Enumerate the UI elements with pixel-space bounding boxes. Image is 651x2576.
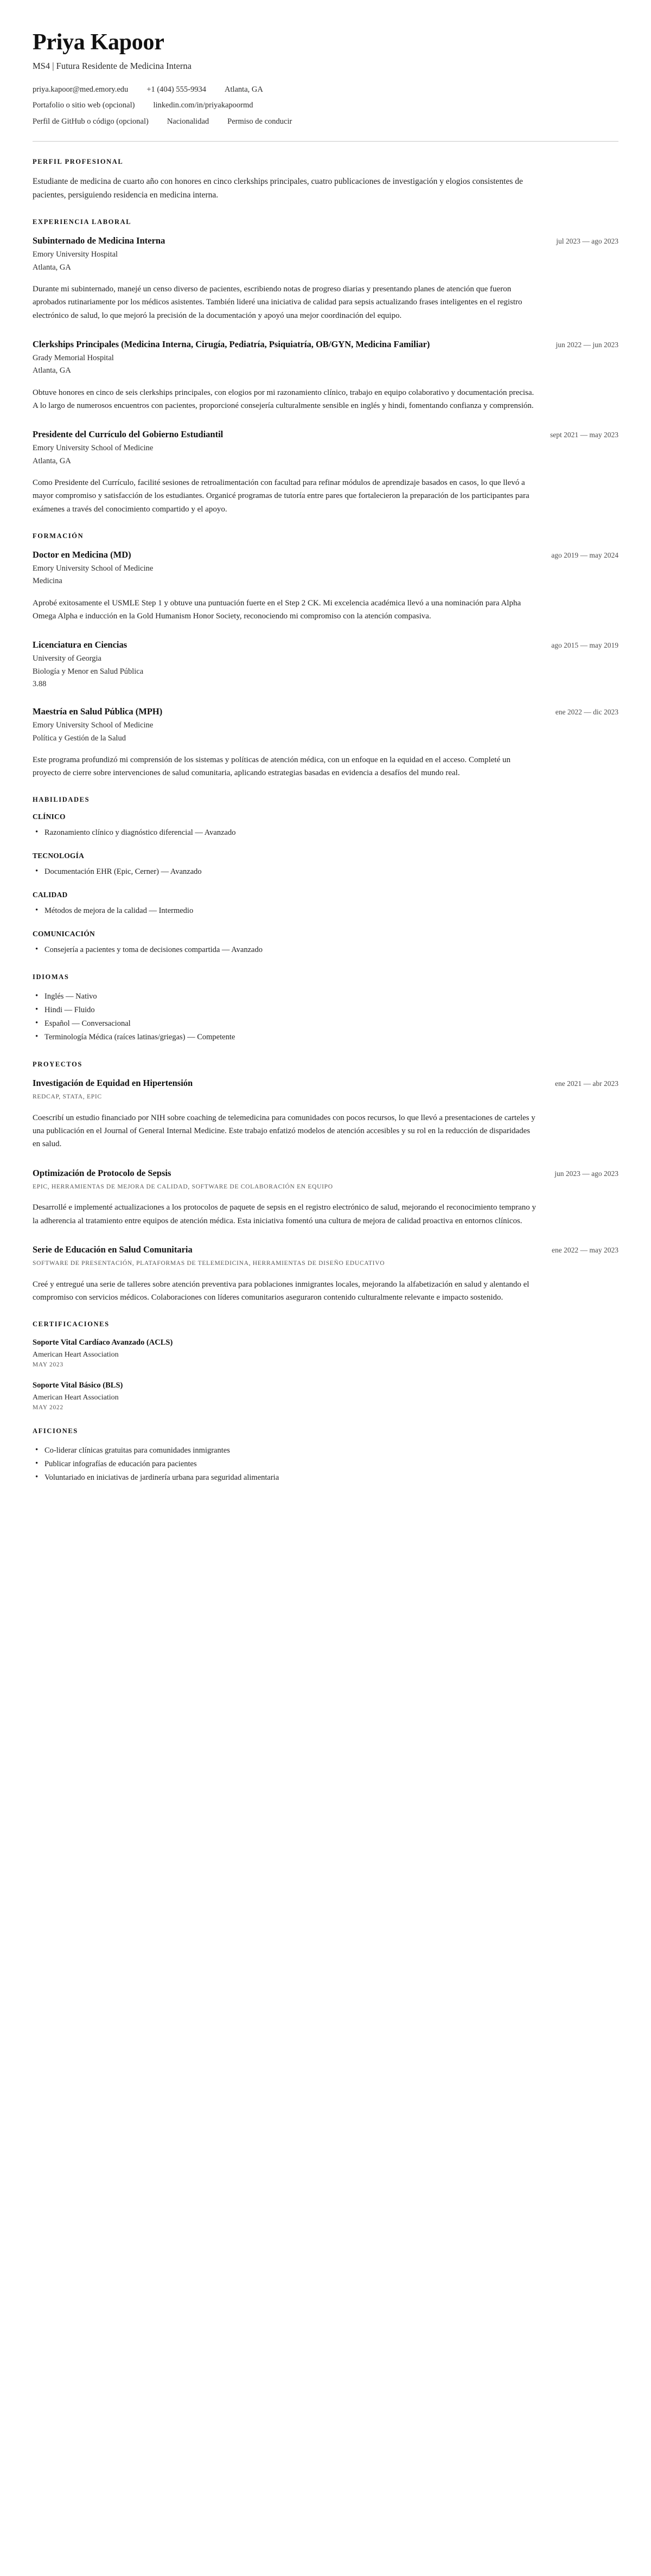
degree-date-range: ago 2019 — may 2024	[551, 551, 618, 559]
job-date-range: jun 2022 — jun 2023	[556, 340, 618, 349]
entry-header	[33, 338, 618, 350]
project-title: Investigación de Equidad en Hipertensión	[33, 1077, 193, 1088]
skill-group	[33, 852, 618, 879]
contact-row	[33, 85, 618, 95]
certification-name: Soporte Vital Básico (BLS)	[33, 1381, 123, 1390]
hobby-item: • Publicar infografías de educación para pacientes	[33, 1458, 618, 1471]
field-of-study: Política y Gestión de la Salud	[33, 733, 126, 743]
degree-title: Doctor en Medicina (MD)	[33, 549, 131, 560]
section-title-projects: PROYECTOS	[33, 1060, 82, 1068]
contact-item[interactable]: Atlanta, GA	[224, 85, 263, 94]
project-entry	[33, 1244, 618, 1304]
job-description: Obtuve honores en cinco de seis clerkships principales, con elogios por mi razonamiento clínico, trabajo en equipo colaborativo y documentación precisa. A lo largo de numerosos encuentros con pacientes, proporcioné consejería culturalmente sensible en inglés y hindi, fomentando confianza y comprensión.	[33, 388, 534, 410]
employer-name: Emory University Hospital	[33, 250, 118, 259]
candidate-headline: MS4 | Futura Residente de Medicina Interna	[33, 61, 192, 72]
education-description: Este programa profundizó mi comprensión de los sistemas y políticas de atención médica, con un enfoque en la equidad en el acceso. Completé un proyecto de cierre sobre intervenciones de salud comunitaria, aplicando estrategias basadas en evidencia a desafíos del mundo real.	[33, 755, 510, 778]
field-of-study: Biología y Menor en Salud Pública	[33, 667, 144, 676]
project-tools: EPIC, HERRAMIENTAS DE MEJORA DE CALIDAD, SOFTWARE DE COLABORACIÓN EN EQUIPO	[33, 1183, 333, 1190]
section-projects	[33, 1060, 618, 1304]
skills-list	[33, 813, 618, 957]
section-title-experience: EXPERIENCIA LABORAL	[33, 218, 132, 226]
school-name: Emory University School of Medicine	[33, 564, 154, 573]
degree-date-range: ago 2015 — may 2019	[551, 641, 618, 650]
header-divider	[33, 141, 618, 142]
skill-item: • Razonamiento clínico y diagnóstico diferencial — Avanzado	[33, 826, 618, 840]
project-description: Desarrollé e implementé actualizaciones a los protocolos de paquete de sepsis en el registro electrónico de salud, mejorando el reconocimiento temprano y la adherencia al tratamiento entre equipos de atención médica. Esta iniciativa fomentó una cultura de mejora de calidad proactiva en entornos clínicos.	[33, 1203, 536, 1225]
contact-row	[33, 117, 618, 127]
skill-item: • Documentación EHR (Epic, Cerner) — Avanzado	[33, 865, 618, 879]
candidate-name: Priya Kapoor	[33, 30, 164, 55]
job-title: Presidente del Currículo del Gobierno Estudiantil	[33, 429, 224, 440]
section-title-hobbies: AFICIONES	[33, 1427, 78, 1435]
education-list	[33, 549, 618, 780]
section-languages	[33, 973, 618, 1044]
entry-header	[33, 706, 618, 718]
resume-header	[33, 30, 618, 127]
section-hobbies	[33, 1427, 618, 1485]
project-date-range: jun 2023 — ago 2023	[554, 1169, 618, 1178]
field-of-study: Medicina	[33, 577, 62, 586]
school-name: Emory University School of Medicine	[33, 721, 154, 730]
gpa-value: 3.88	[33, 679, 47, 688]
skill-item-list	[33, 865, 618, 879]
entry-header	[33, 429, 618, 440]
skill-item-list	[33, 826, 618, 840]
entry-header	[33, 549, 618, 561]
certification-entry	[33, 1337, 618, 1368]
skill-item: • Consejería a pacientes y toma de decisiones compartida — Avanzado	[33, 943, 618, 957]
entry-header	[33, 639, 618, 651]
language-item: • Terminología Médica (raíces latinas/griegas) — Competente	[33, 1031, 618, 1044]
experience-entry	[33, 338, 618, 412]
contact-row	[33, 100, 618, 111]
section-education	[33, 532, 618, 780]
hobby-item: • Voluntariado en iniciativas de jardinería urbana para seguridad alimentaria	[33, 1471, 618, 1485]
contact-item[interactable]: priya.kapoor@med.emory.edu	[33, 85, 129, 94]
experience-entry	[33, 429, 618, 516]
contact-item[interactable]: Nacionalidad	[167, 117, 209, 126]
hobby-item: • Co-liderar clínicas gratuitas para comunidades inmigrantes	[33, 1444, 618, 1458]
contact-item[interactable]: +1 (404) 555-9934	[146, 85, 206, 94]
languages-list	[33, 990, 618, 1044]
degree-title: Maestría en Salud Pública (MPH)	[33, 706, 163, 717]
job-description: Como Presidente del Currículo, facilité sesiones de retroalimentación con facultad para refinar módulos de aprendizaje basados en casos, lo que llevó a mayor compromiso y satisfacción de los estudiantes. Organicé programas de tutoría entre pares que fortalecieron la preparación de los participantes para exámenes a través del conocimiento compartido y el apoyo.	[33, 478, 529, 514]
language-item: • Español — Conversacional	[33, 1017, 618, 1031]
certifications-list	[33, 1337, 618, 1411]
project-entry	[33, 1077, 618, 1151]
education-description: Aprobé exitosamente el USMLE Step 1 y obtuve una puntuación fuerte en el Step 2 CK. Mi excelencia académica llevó a una nominación para Alpha Omega Alpha e inducción en la Gold Humanism Honor Society, reconociendo mi compromiso con la atención compasiva.	[33, 598, 521, 621]
profile-summary-text: Estudiante de medicina de cuarto año con honores en cinco clerkships principales, cuatro publicaciones de investigación y elogios consistentes de pacientes, persiguiendo residencia en medicina interna.	[33, 177, 523, 200]
section-experience	[33, 218, 618, 515]
job-title: Clerkships Principales (Medicina Interna, Cirugía, Pediatría, Psiquiatría, OB/GYN, Medicina Familiar)	[33, 338, 430, 349]
section-title-education: FORMACIÓN	[33, 532, 84, 540]
section-profile	[33, 158, 618, 202]
project-tools: SOFTWARE DE PRESENTACIÓN, PLATAFORMAS DE TELEMEDICINA, HERRAMIENTAS DE DISEÑO EDUCATIVO	[33, 1260, 385, 1267]
section-title-skills: HABILIDADES	[33, 796, 90, 804]
project-title: Optimización de Protocolo de Sepsis	[33, 1167, 171, 1178]
degree-title: Licenciatura en Ciencias	[33, 640, 127, 650]
job-title: Subinternado de Medicina Interna	[33, 235, 165, 246]
project-description: Coescribí un estudio financiado por NIH sobre coaching de telemedicina para comunidades con pocos recursos, lo que llevó a presentaciones de carteles y una publicación en el Journal of General Internal Medicine. Este trabajo enfatizó modelos de atención accesibles y su rol en la reducción de disparidades en salud.	[33, 1113, 535, 1149]
skill-item: • Métodos de mejora de la calidad — Intermedio	[33, 904, 618, 918]
contact-item[interactable]: Permiso de conducir	[227, 117, 292, 126]
education-entry	[33, 639, 618, 689]
hobbies-list	[33, 1444, 618, 1485]
section-title-profile: PERFIL PROFESIONAL	[33, 158, 124, 166]
entry-header	[33, 235, 618, 247]
job-date-range: jul 2023 — ago 2023	[556, 237, 618, 246]
education-entry	[33, 549, 618, 623]
school-name: University of Georgia	[33, 654, 101, 663]
contact-item[interactable]: Perfil de GitHub o código (opcional)	[33, 117, 149, 126]
skill-item-list	[33, 904, 618, 918]
skill-item-list	[33, 943, 618, 957]
experience-list	[33, 235, 618, 515]
contact-block	[33, 85, 618, 127]
section-title-languages: IDIOMAS	[33, 973, 69, 981]
entry-header	[33, 1077, 618, 1089]
certification-issuer: American Heart Association	[33, 1350, 119, 1359]
job-location: Atlanta, GA	[33, 263, 71, 272]
project-entry	[33, 1167, 618, 1228]
project-date-range: ene 2022 — may 2023	[552, 1246, 618, 1254]
contact-item[interactable]: Portafolio o sitio web (opcional)	[33, 101, 135, 110]
project-date-range: ene 2021 — abr 2023	[555, 1079, 618, 1088]
contact-item[interactable]: linkedin.com/in/priyakapoormd	[153, 101, 253, 110]
skill-category-label: CALIDAD	[33, 891, 68, 899]
skill-category-label: TECNOLOGÍA	[33, 852, 85, 860]
certification-date: MAY 2022	[33, 1404, 63, 1411]
skill-category-label: CLÍNICO	[33, 813, 66, 821]
certification-entry	[33, 1380, 618, 1411]
job-location: Atlanta, GA	[33, 366, 71, 375]
certification-issuer: American Heart Association	[33, 1393, 119, 1402]
project-description: Creé y entregué una serie de talleres sobre atención preventiva para poblaciones inmigrantes locales, mejorando la alfabetización en salud y alentando el compromiso con servicios médicos. Colaboraciones con líderes comunitarios aseguraron contenido culturalmente relevante e impacto sostenido.	[33, 1280, 529, 1302]
job-date-range: sept 2021 — may 2023	[550, 431, 618, 439]
language-item: • Hindi — Fluido	[33, 1003, 618, 1017]
experience-entry	[33, 235, 618, 322]
section-skills	[33, 796, 618, 957]
employer-name: Grady Memorial Hospital	[33, 354, 114, 363]
certification-name: Soporte Vital Cardíaco Avanzado (ACLS)	[33, 1338, 173, 1347]
project-title: Serie de Educación en Salud Comunitaria	[33, 1244, 193, 1255]
section-title-certifications: CERTIFICACIONES	[33, 1320, 110, 1328]
entry-header	[33, 1167, 618, 1179]
skill-category-label: COMUNICACIÓN	[33, 930, 95, 938]
degree-date-range: ene 2022 — dic 2023	[555, 708, 618, 717]
skill-group	[33, 930, 618, 957]
employer-name: Emory University School of Medicine	[33, 444, 154, 453]
certification-date: MAY 2023	[33, 1361, 63, 1369]
skill-group	[33, 813, 618, 840]
job-description: Durante mi subinternado, manejé un censo diverso de pacientes, escribiendo notas de progreso diarias y presentando planes de atención que fueron aprobados rutinariamente por los médicos asistentes. También lideré una iniciativa de calidad para sepsis actualizando frases inteligentes en el registro electrónico de salud, lo que mejoró la precisión de la documentación y apoyó una mejor coordinación del equipo.	[33, 285, 522, 320]
job-location: Atlanta, GA	[33, 456, 71, 465]
projects-list	[33, 1077, 618, 1304]
education-entry	[33, 706, 618, 779]
language-item: • Inglés — Nativo	[33, 990, 618, 1003]
entry-header	[33, 1244, 618, 1256]
section-certifications	[33, 1320, 618, 1411]
skill-group	[33, 891, 618, 918]
project-tools: REDCAP, STATA, EPIC	[33, 1094, 102, 1101]
